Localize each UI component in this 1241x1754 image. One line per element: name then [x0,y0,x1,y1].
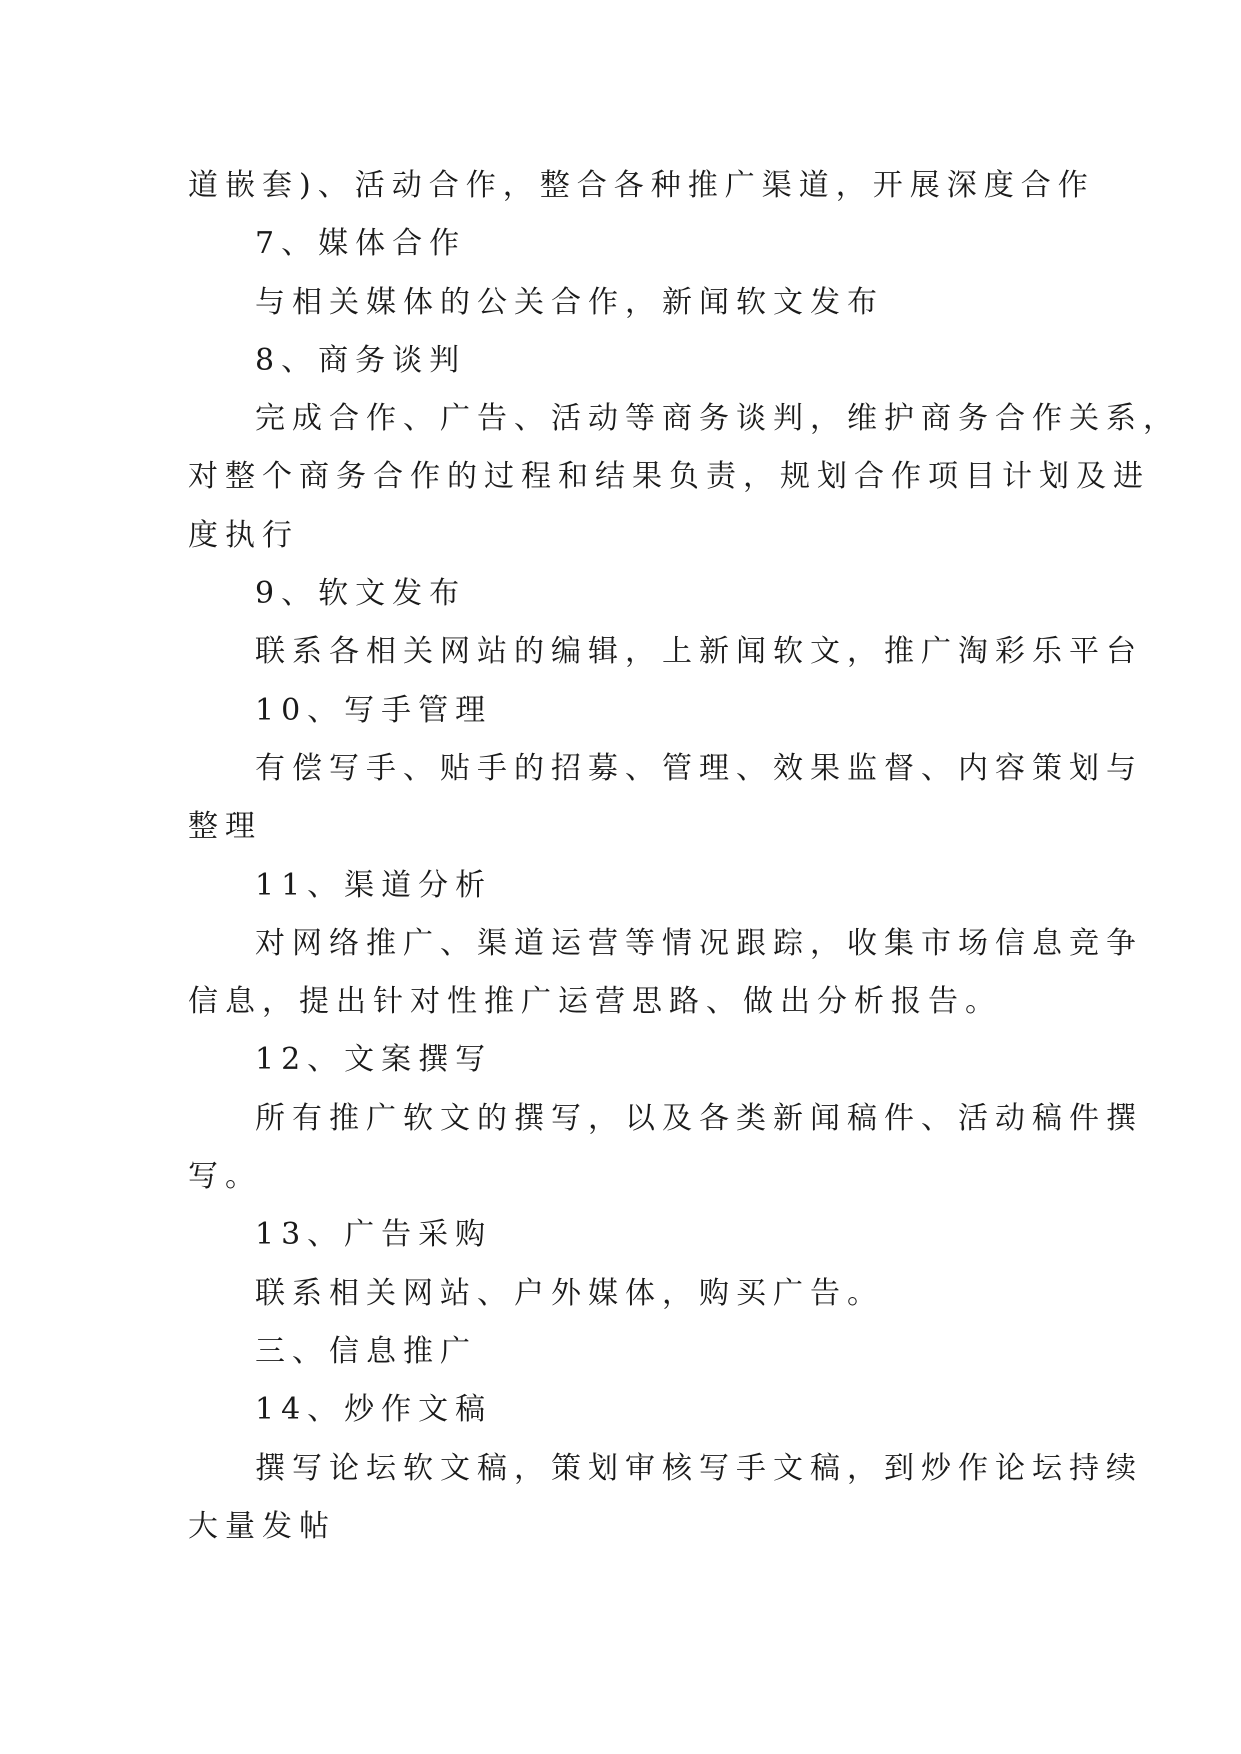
text-line: 12、文案撰写 [255,1042,493,1078]
text-line: 联系相关网站、户外媒体，购买广告。 [255,1275,884,1311]
text-line: 与相关媒体的公关合作，新闻软文发布 [255,284,884,320]
text-line: 度执行 [188,517,299,553]
text-line: 13、广告采购 [255,1217,493,1253]
text-line: 7、媒体合作 [255,226,467,262]
text-line: 对网络推广、渠道运营等情况跟踪，收集市场信息竞争 [255,925,1143,961]
document-body [188,157,1180,1556]
text-line: 14、炒作文稿 [255,1392,493,1428]
text-line: 对整个商务合作的过程和结果负责，规划合作项目计划及进 [188,459,1150,495]
text-line: 联系各相关网站的编辑，上新闻软文，推广淘彩乐平台 [255,634,1143,670]
text-line: 整理 [188,809,262,845]
text-line: 大量发帖 [188,1508,336,1544]
text-line: 完成合作、广告、活动等商务谈判，维护商务合作关系， [255,401,1180,437]
text-line: 三、信息推广 [255,1333,477,1369]
text-line: 9、软文发布 [255,576,467,612]
text-line: 8、商务谈判 [255,342,467,378]
text-line: 所有推广软文的撰写，以及各类新闻稿件、活动稿件撰 [255,1100,1143,1136]
text-line: 写。 [188,1159,262,1195]
text-line: 10、写手管理 [255,692,493,728]
text-line: 信息，提出针对性推广运营思路、做出分析报告。 [188,984,1002,1020]
text-line: 11、渠道分析 [255,867,493,903]
text-line: 道嵌套)、活动合作，整合各种推广渠道，开展深度合作 [188,168,1095,203]
text-line: 撰写论坛软文稿，策划审核写手文稿，到炒作论坛持续 [255,1450,1143,1486]
text-line: 有偿写手、贴手的招募、管理、效果监督、内容策划与 [255,750,1143,786]
